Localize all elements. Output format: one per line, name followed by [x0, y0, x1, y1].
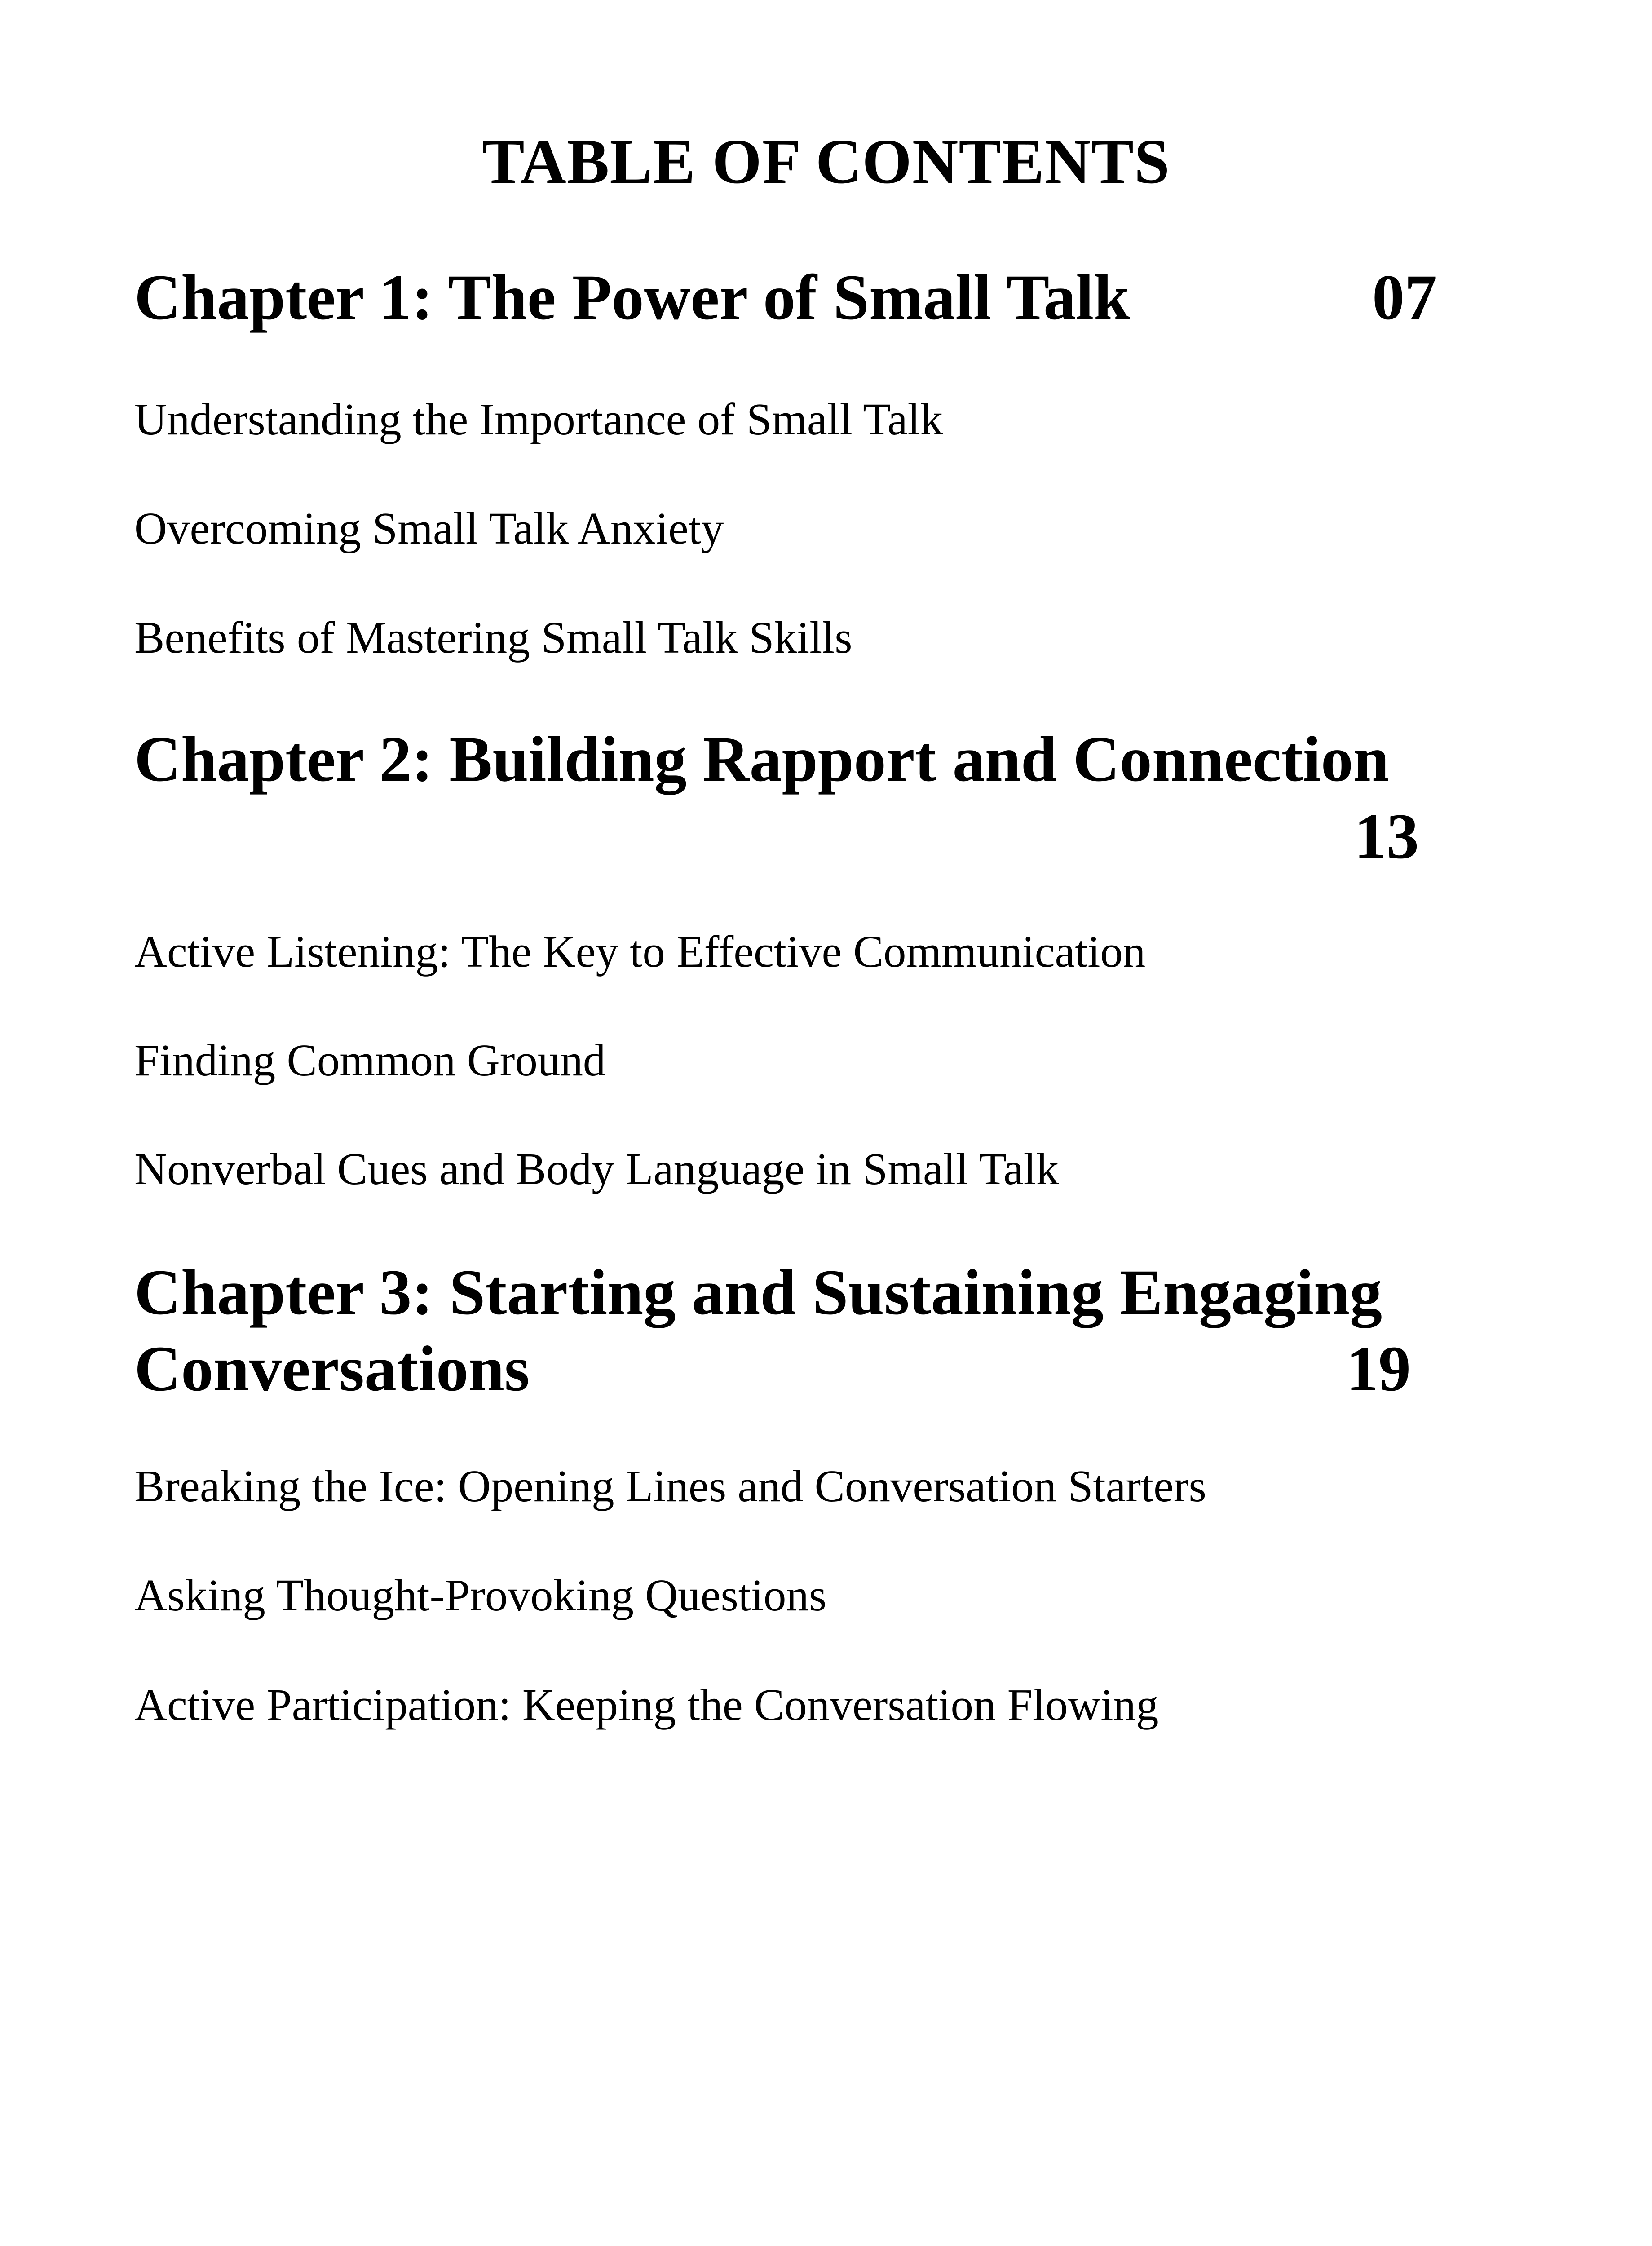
chapter-3-page: 19 — [1346, 1333, 1411, 1405]
chapter-2-page: 13 — [1354, 801, 1419, 872]
chapter-2-title: Chapter 2: Building Rapport and Connection — [134, 724, 1389, 795]
chapter-1-section-1: Understanding the Importance of Small Talk — [134, 394, 943, 444]
chapter-3-section-1: Breaking the Ice: Opening Lines and Conversation Starters — [134, 1461, 1206, 1511]
chapter-2-section-3: Nonverbal Cues and Body Language in Small Talk — [134, 1144, 1059, 1194]
chapter-2-section-2: Finding Common Ground — [134, 1035, 606, 1085]
toc-title: TABLE OF CONTENTS — [482, 126, 1170, 197]
chapter-3-title-line-2: Conversations — [134, 1333, 530, 1405]
chapter-1-section-3: Benefits of Mastering Small Talk Skills — [134, 612, 853, 663]
chapter-3-title-line-1: Chapter 3: Starting and Sustaining Engaging — [134, 1257, 1383, 1328]
chapter-1-title: Chapter 1: The Power of Small Talk — [134, 262, 1130, 333]
chapter-2-section-1: Active Listening: The Key to Effective Communication — [134, 926, 1146, 977]
chapter-1-page: 07 — [1372, 262, 1437, 333]
chapter-3-section-3: Active Participation: Keeping the Conversation Flowing — [134, 1680, 1159, 1730]
chapter-3-section-2: Asking Thought-Provoking Questions — [134, 1570, 827, 1620]
chapter-1-section-2: Overcoming Small Talk Anxiety — [134, 503, 724, 553]
